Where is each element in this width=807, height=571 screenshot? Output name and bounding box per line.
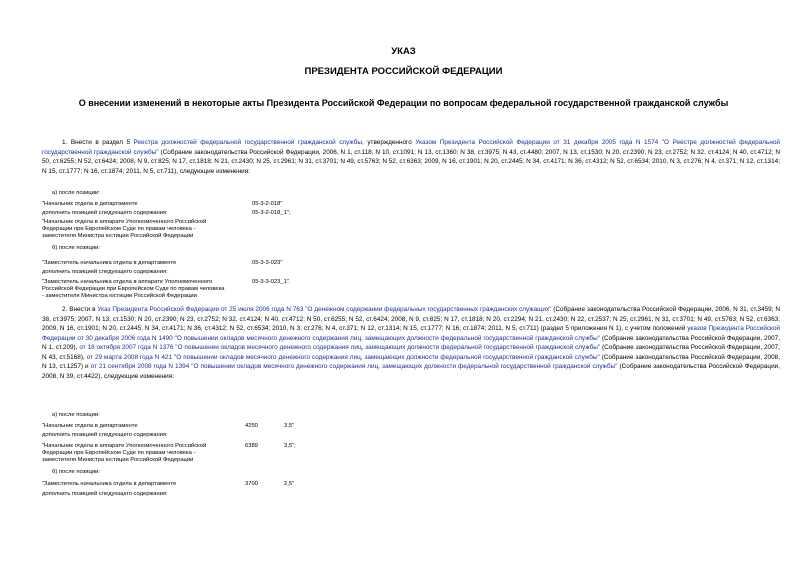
t1-row-8-a: "Заместитель начальника отдела в аппарате Уполномоченного Российской Федерации при Европейском Суде по правам человека - заместителя Министра юстиции Российской Федерации xyxy=(42,279,225,300)
paragraph-1 xyxy=(42,138,780,176)
t1-row-6-b: 05-3-3-023" xyxy=(252,260,283,266)
t1-row-8-b: 05-3-3-023_1". xyxy=(252,279,291,285)
p2-text-6: (Собрание законодательства Российской Федерации, 2008, N 39, ст.4422), следующие изменения: xyxy=(42,363,780,380)
p2-text-2: (Собрание законодательства Российской Федерации, 2006, N 31, ст.3459; N 38, ст.3975; 2007, N 13, ст.1530; N 20, ст.2390; N 23, ст.2752; N 32, ст.4124; N 40, ст.4712; N 50, ст.6255; N 52, ст.6424; 2008, N 9, ст.825; N 17, ст.1818; N 20, ст.2294; N 21, ст.2430; N 22, ст.2537; N 25, ст.2961; N 31, ст.3701; N 49, ст.5763; N 52, ст.6363; 2009, N 16, ст.1901; N 20, ст.2445; N 34, ст.4171; N 36, ст.4312; N 52, ст.6534; 2010, N 3, ст.276; N 4, ст.371; N 12, ст.1314; N 15, ст.1777; N 16, ст.1874; 2011, N 5, ст.711) (раздел 5 приложения N 1), с учетом положений xyxy=(42,306,780,332)
p2-link-decree-763[interactable]: Указ Президента Российской Федерации от 25 июля 2006 года N 763 "О денежном содержании федеральных государственных гражданских служащих" xyxy=(97,306,552,313)
t1-row-2-b: 05-3-2-018" xyxy=(252,201,283,207)
t2-row-6-a: "Заместитель начальника отдела в департаменте xyxy=(42,481,177,487)
t2-row-6-b: 3700 xyxy=(245,481,258,487)
p1-link-decree-1574[interactable]: Указом Президента Российской Федерации от 31 декабря 2005 года N 1574 "О Реестре должностей федеральной государственной гражданской службы" xyxy=(42,139,780,156)
t1-row-2-a: "Начальник отдела в департаменте xyxy=(42,201,138,207)
t2-row-4-b: 6389 xyxy=(245,443,258,449)
t2-row-3-a: дополнить позицией следующего содержания: xyxy=(42,432,168,438)
table-1 xyxy=(42,190,342,300)
p2-text-4: (Собрание законодательства Российской Федерации, 2007, N 43, ст.5168), xyxy=(42,344,780,361)
p2-link-decree-1376[interactable]: от 18 октября 2007 года N 1376 "О повышении окладов месячного денежного содержания лиц, замещающих должности федеральной государственной гражданской службы" xyxy=(79,344,601,351)
t1-row-1-a: а) после позиции: xyxy=(52,190,100,196)
p2-link-decree-1490[interactable]: указов Президента Российской Федерации от 30 декабря 2006 года N 1490 "О повышении окладов месячного денежного содержания лиц, замещающих должности федеральной государственной гражданской службы" xyxy=(42,325,781,342)
t1-row-3-b: 05-3-2-018_1"; xyxy=(252,210,291,216)
p1-text-1: 1. Внести в раздел 5 xyxy=(62,139,134,146)
t2-row-4-a: "Начальник отдела в аппарате Уполномоченного Российской Федерации при Европейском Суде по правам человека - заместителя Министра юстиции Российской Федерации xyxy=(42,443,207,464)
t1-row-5-a: б) после позиции: xyxy=(52,245,100,251)
t2-row-4-c: 3,5"; xyxy=(284,443,296,449)
t2-row-6-c: 2,5" xyxy=(284,481,295,487)
p2-text-5: (Собрание законодательства Российской Федерации, 2008, N 13, ст.1257) и xyxy=(42,353,780,370)
p2-text-1: 2. Внести в xyxy=(62,306,98,313)
t1-row-3-a: дополнить позицией следующего содержания: xyxy=(42,210,168,216)
t2-row-2-b: 4250 xyxy=(245,423,258,429)
p1-link-registry[interactable]: Реестра должностей федеральной государственной гражданской службы xyxy=(133,139,363,146)
p2-text-3: (Собрание законодательства Российской Федерации, 2007, N 1, ст.209), xyxy=(42,334,781,351)
doc-subtitle: ПРЕЗИДЕНТА РОССИЙСКОЙ ФЕДЕРАЦИИ xyxy=(304,66,503,77)
t1-row-6-a: "Заместитель начальника отдела в департаменте xyxy=(42,260,177,266)
paragraph-2 xyxy=(42,305,780,381)
doc-title: УКАЗ xyxy=(391,46,416,57)
t2-row-2-a: "Начальник отдела в департаменте xyxy=(42,423,138,429)
table-2 xyxy=(42,412,342,502)
t1-row-7-a: дополнить позицией следующего содержания: xyxy=(42,269,168,275)
t2-row-1-a: а) после позиции: xyxy=(52,412,100,418)
t2-row-2-c: 3,5" xyxy=(284,423,295,429)
t1-row-4-a: "Начальник отдела в аппарате Уполномоченного Российской Федерации при Европейском Суде по правам человека - заместителя Министра юстиции Российской Федерации xyxy=(42,219,207,240)
p2-link-decree-1394[interactable]: от 21 сентября 2008 года N 1394 "О повышении окладов месячного денежного содержания лиц, замещающих должности федеральной государственной гражданской службы" xyxy=(90,363,618,370)
p1-text-2: , утвержденного xyxy=(362,139,416,146)
t2-row-5-a: б) после позиции: xyxy=(52,469,100,475)
doc-heading: О внесении изменений в некоторые акты Президента Российской Федерации по вопросам федеральной государственной гражданской службы xyxy=(78,98,729,108)
p1-text-3: (Собрание законодательства Российской Федерации, 2006, N 1, ст.118; N 10, ст.1091; N 13, ст.1360; N 38, ст.3975; N 43, ст.4480; 2007, N 13, ст.1530; N 20, ст.2390; N 23, ст.2752; N 32, ст.4124; N 40, ст.4712; N 50, ст.6255; N 52, ст.6424; 2008, N 9, ст.825; N 17, ст.1818; N 21, ст.2430; N 25, ст.2961; N 31, ст.3701; N 49, ст.5763; N 52, ст.6363; 2009, N 16, ст.1901; N 20, ст.2445; N 34, ст.4171; N 36, ст.4312; N 52, ст.6534; 2010, N 3, ст.276; N 4, ст.371; N 12, ст.1314; N 15, ст.1777; N 16, ст.1874; 2011, N 5, ст.711), следующие изменения: xyxy=(42,148,780,175)
p2-link-decree-421[interactable]: от 29 марта 2008 года N 421 "О повышении окладов месячного денежного содержания лиц, замещающих должности федеральной государственной гражданской службы" xyxy=(86,353,600,361)
t2-row-7-a: дополнить позицией следующего содержания: xyxy=(42,491,168,497)
